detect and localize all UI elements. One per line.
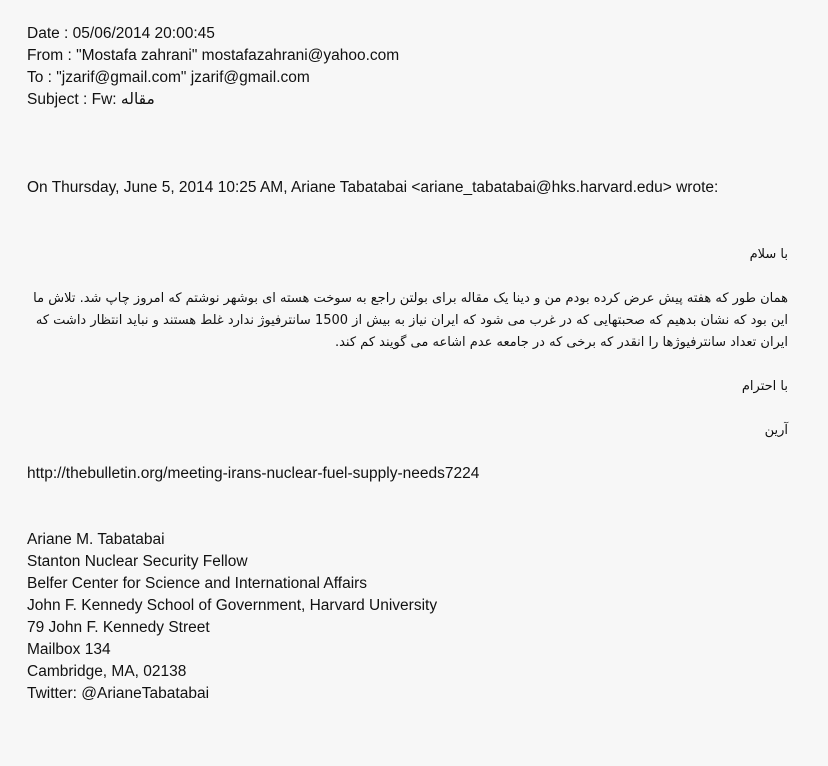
- signature-line: Ariane M. Tabatabai: [27, 531, 165, 548]
- closing: با احترام: [741, 379, 788, 394]
- to-line: To : "jzarif@gmail.com" jzarif@gmail.com: [27, 69, 310, 86]
- email-header: [27, 23, 399, 111]
- signature-line: Cambridge, MA, 02138: [27, 663, 187, 680]
- message-body: همان طور که هفته پیش عرض کرده بودم من و دینا یک مقاله برای بولتن راجع به سوخت هسته ای بوشهر نوشتم که امروز چاپ شد. تلاش ما این بود که نشان بدهیم که صحبتهایی که در غرب می شود که ایران نیاز به بیش از 1500 سانترفیوژ ندارد غلط هستند و نباید انتظار داشت که ایران تعداد سانترفیوژها را انقدر که برخی که در جامعه عدم اشاعه می گویند کم کند.: [33, 291, 788, 350]
- subject-prefix: Subject : Fw:: [27, 91, 121, 108]
- subject-line: [27, 89, 399, 111]
- greeting: با سلام: [749, 247, 788, 262]
- signature-line: 79 John F. Kennedy Street: [27, 619, 210, 636]
- quote-intro: On Thursday, June 5, 2014 10:25 AM, Ariane Tabatabai <ariane_tabatabai@hks.harvard.edu> wrote:: [27, 179, 719, 196]
- signature-line: Mailbox 134: [27, 641, 111, 658]
- signature-line: Belfer Center for Science and International Affairs: [27, 575, 368, 592]
- article-link[interactable]: http://thebulletin.org/meeting-irans-nuclear-fuel-supply-needs7224: [27, 465, 480, 482]
- signature-line: Stanton Nuclear Security Fellow: [27, 553, 248, 570]
- from-line: From : "Mostafa zahrani" mostafazahrani@yahoo.com: [27, 47, 400, 64]
- twitter-handle: Twitter: @ArianeTabatabai: [27, 685, 210, 702]
- subject-text: مقاله: [120, 91, 155, 108]
- signature-line: John F. Kennedy School of Government, Harvard University: [27, 597, 438, 614]
- signature-block: [27, 529, 437, 705]
- sender-name-persian: آرین: [764, 423, 788, 438]
- date-line: Date : 05/06/2014 20:00:45: [27, 25, 215, 42]
